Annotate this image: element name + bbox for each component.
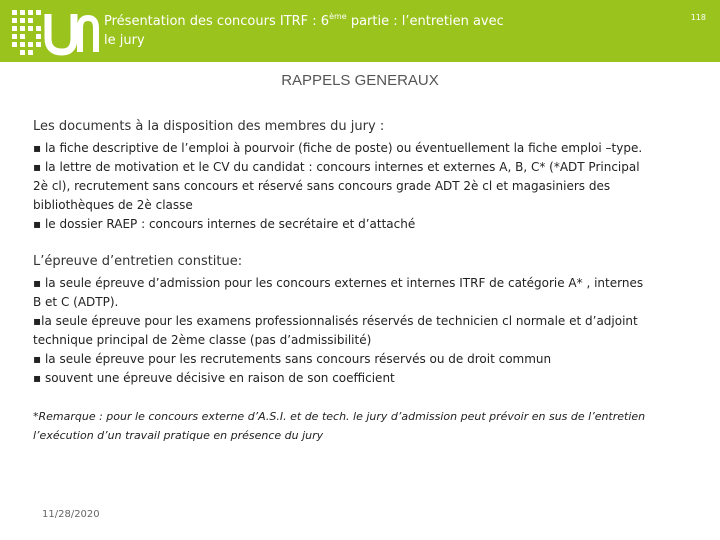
epreuve-heading: L’épreuve d’entretien constitue: <box>33 254 243 269</box>
footer-date: 11/28/2020 <box>42 509 100 520</box>
remark-line: *Remarque : pour le concours externe d’A.S.I. et de tech. le jury d’admission peut prévoir en sus de l’entretien <box>33 410 646 423</box>
epreuve-line: B et C (ADTP). <box>33 295 119 309</box>
documents-line: bibliothèques de 2è classe <box>33 198 193 212</box>
slide-header <box>0 0 720 62</box>
slide-header-title <box>104 12 534 50</box>
documents-section <box>33 117 693 234</box>
documents-line: 2è cl), recrutement sans concours et réservé sans concours grade ADT 2è cl et magasiniers des <box>33 179 611 193</box>
header-title-line2: le jury <box>104 33 145 48</box>
university-logo <box>8 6 100 58</box>
documents-line: ▪ la fiche descriptive de l’emploi à pourvoir (fiche de poste) ou éventuellement la fiche emploi –type. <box>33 141 643 155</box>
slide-number: 118 <box>690 13 706 22</box>
section-title: RAPPELS GENERAUX <box>281 72 439 89</box>
header-title-superscript: ème <box>329 12 347 21</box>
epreuve-line: technique principal de 2ème classe (pas d’admissibilité) <box>33 333 372 347</box>
epreuve-line: ▪ souvent une épreuve décisive en raison de son coefficient <box>33 371 395 385</box>
documents-line: ▪ la lettre de motivation et le CV du candidat : concours internes et externes A, B, C* (*ADT Principal <box>33 160 640 174</box>
header-title-part2: partie : l’entretien avec <box>346 14 504 29</box>
epreuve-line: ▪la seule épreuve pour les examens professionnalisés réservés de technicien cl normale et d’adjoint <box>33 314 638 328</box>
epreuve-section <box>33 252 693 388</box>
epreuve-line: ▪ la seule épreuve d’admission pour les concours externes et internes ITRF de catégorie A* , internes <box>33 276 644 290</box>
remark-note <box>33 407 693 445</box>
documents-line: ▪ le dossier RAEP : concours internes de secrétaire et d’attaché <box>33 217 416 231</box>
epreuve-line: ▪ la seule épreuve pour les recrutements sans concours réservés ou de droit commun <box>33 352 552 366</box>
documents-heading: Les documents à la disposition des membres du jury : <box>33 119 385 134</box>
header-title-part1: Présentation des concours ITRF : 6 <box>104 14 330 29</box>
remark-line: l’exécution d’un travail pratique en présence du jury <box>33 429 324 442</box>
